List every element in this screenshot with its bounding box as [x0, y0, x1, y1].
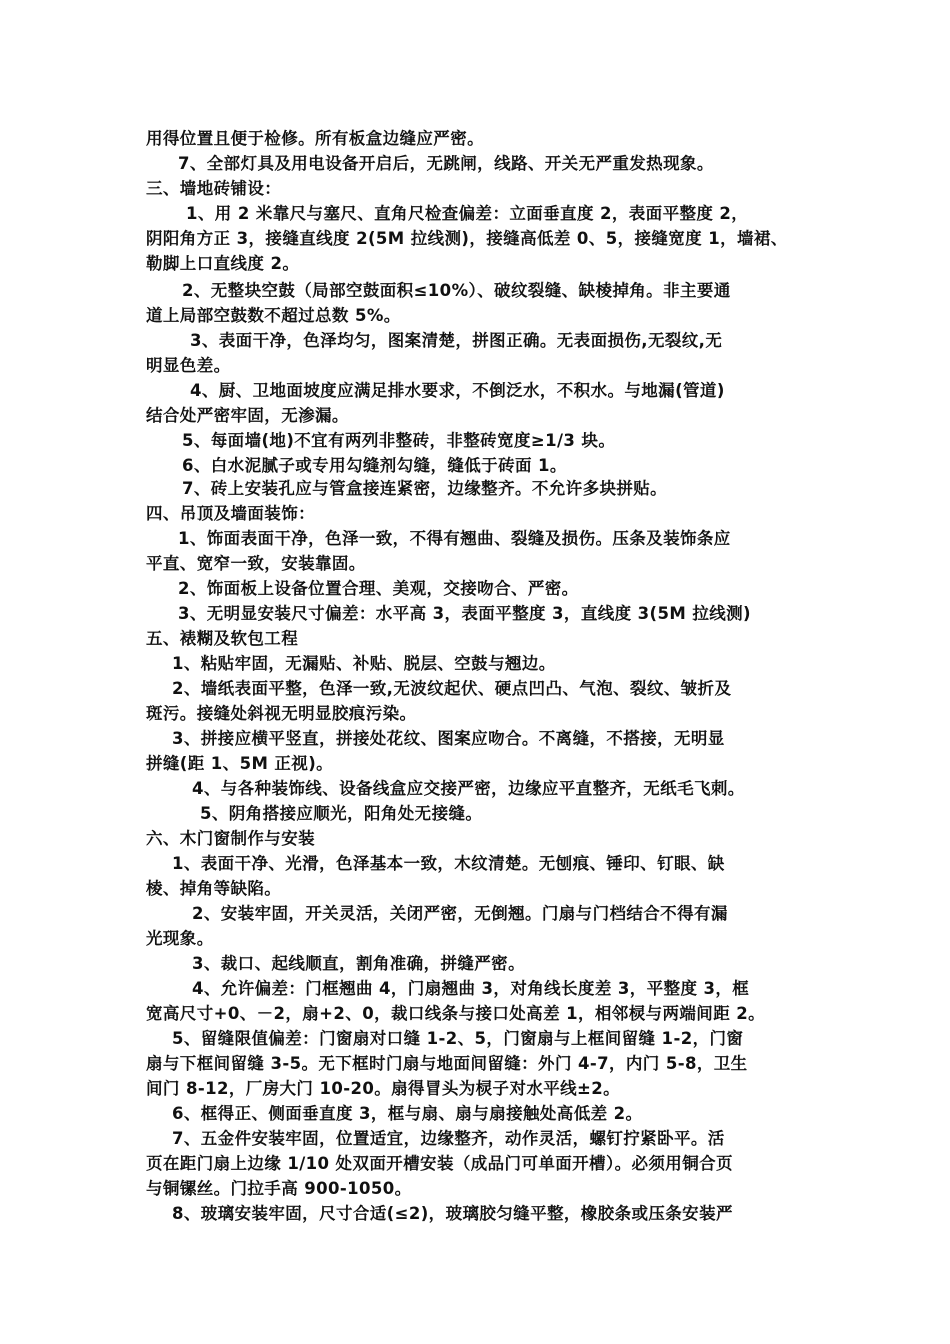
text-line: 平直、宽窄一致，安装靠固。: [146, 554, 366, 573]
text-line: 斑污。接缝处斜视无明显胶痕污染。: [146, 704, 417, 723]
text-line: 5、阴角搭接应顺光，阳角处无接缝。: [200, 804, 483, 823]
text-line: 3、拼接应横平竖直，拼接处花纹、图案应吻合。不离缝，不搭接，无明显: [172, 729, 725, 748]
text-line: 7、砖上安装孔应与管盒接连紧密，边缘整齐。不允许多块拼贴。: [182, 479, 668, 498]
text-line: 4、与各种装饰线、设备线盒应交接严密，边缘应平直整齐，无纸毛飞刺。: [192, 779, 745, 798]
text-line: 5、留缝限值偏差：门窗扇对口缝 1-2、5，门窗扇与上框间留缝 1-2，门窗: [172, 1029, 744, 1048]
text-line: 5、每面墙(地)不宜有两列非整砖，非整砖宽度≥1/3 块。: [182, 431, 616, 450]
text-line: 棱、掉角等缺陷。: [146, 879, 282, 898]
text-line: 宽高尺寸+0、－2，扇+2、0，裁口线条与接口处高差 1，相邻棂与两端间距 2。: [146, 1004, 766, 1023]
section-heading: 三、墙地砖铺设：: [146, 179, 282, 198]
text-line: 8、玻璃安装牢固，尺寸合适(≤2)，玻璃胶匀缝平整，橡胶条或压条安装严: [172, 1204, 733, 1223]
text-line: 6、框得正、侧面垂直度 3，框与扇、扇与扇接触处高低差 2。: [172, 1104, 643, 1123]
text-line: 结合处严密牢固，无渗漏。: [146, 406, 349, 425]
text-line: 光现象。: [146, 929, 214, 948]
text-line: 7、全部灯具及用电设备开启后，无跳闸，线路、开关无严重发热现象。: [178, 154, 714, 173]
text-line: 间门 8-12，厂房大门 10-20。扇得冒头为棂子对水平线±2。: [146, 1079, 621, 1098]
text-line: 勒脚上口直线度 2。: [146, 254, 300, 273]
section-heading: 五、裱糊及软包工程: [146, 629, 299, 648]
text-line: 6、白水泥腻子或专用勾缝剂勾缝，缝低于砖面 1。: [182, 456, 567, 475]
text-line: 1、粘贴牢固，无漏贴、补贴、脱层、空鼓与翘边。: [172, 654, 556, 673]
section-heading: 六、木门窗制作与安装: [146, 829, 315, 848]
text-line: 2、无整块空鼓（局部空鼓面积≤10%）、破纹裂缝、缺棱掉角。非主要通: [182, 281, 731, 300]
text-line: 拼缝(距 1、5M 正视)。: [146, 754, 334, 773]
text-line: 扇与下框间留缝 3-5。无下框时门扇与地面间留缝：外门 4-7，内门 5-8，卫生: [146, 1054, 748, 1073]
text-line: 明显色差。: [146, 356, 231, 375]
text-line: 3、表面干净，色泽均匀，图案清楚，拼图正确。无表面损伤,无裂纹,无: [190, 331, 723, 350]
text-line: 4、厨、卫地面坡度应满足排水要求，不倒泛水，不积水。与地漏(管道): [190, 381, 725, 400]
text-line: 4、允许偏差：门框翘曲 4，门扇翘曲 3，对角线长度差 3，平整度 3，框: [192, 979, 750, 998]
text-line: 3、无明显安装尺寸偏差：水平高 3，表面平整度 3，直线度 3(5M 拉线测): [178, 604, 751, 623]
text-line: 1、表面干净、光滑，色泽基本一致，木纹清楚。无刨痕、锤印、钉眼、缺: [172, 854, 725, 873]
text-line: 1、用 2 米靠尺与塞尺、直角尺检查偏差：立面垂直度 2，表面平整度 2，: [186, 204, 749, 223]
text-line: 道上局部空鼓数不超过总数 5%。: [146, 306, 401, 325]
text-line: 与铜镙丝。门拉手高 900-1050。: [146, 1179, 412, 1198]
section-heading: 四、吊顶及墙面装饰：: [146, 504, 315, 523]
text-line: 1、饰面表面干净，色泽一致，不得有翘曲、裂缝及损伤。压条及装饰条应: [178, 529, 731, 548]
text-line: 2、墙纸表面平整，色泽一致,无波纹起伏、硬点凹凸、气泡、裂纹、皱折及: [172, 679, 732, 698]
text-line: 2、饰面板上设备位置合理、美观，交接吻合、严密。: [178, 579, 579, 598]
text-line: 页在距门扇上边缘 1/10 处双面开槽安装（成品门可单面开槽）。必须用铜合页: [146, 1154, 733, 1173]
text-line: 7、五金件安装牢固，位置适宜，边缘整齐，动作灵活，螺钉拧紧卧平。活: [172, 1129, 725, 1148]
text-line: 用得位置且便于检修。所有板盒边缝应严密。: [146, 129, 484, 148]
text-line: 阴阳角方正 3，接缝直线度 2(5M 拉线测)，接缝高低差 0、5，接缝宽度 1，墙裙、: [146, 229, 788, 248]
text-line: 3、裁口、起线顺直，割角准确，拼缝严密。: [192, 954, 525, 973]
text-line: 2、安装牢固，开关灵活，关闭严密，无倒翘。门扇与门档结合不得有漏: [192, 904, 728, 923]
